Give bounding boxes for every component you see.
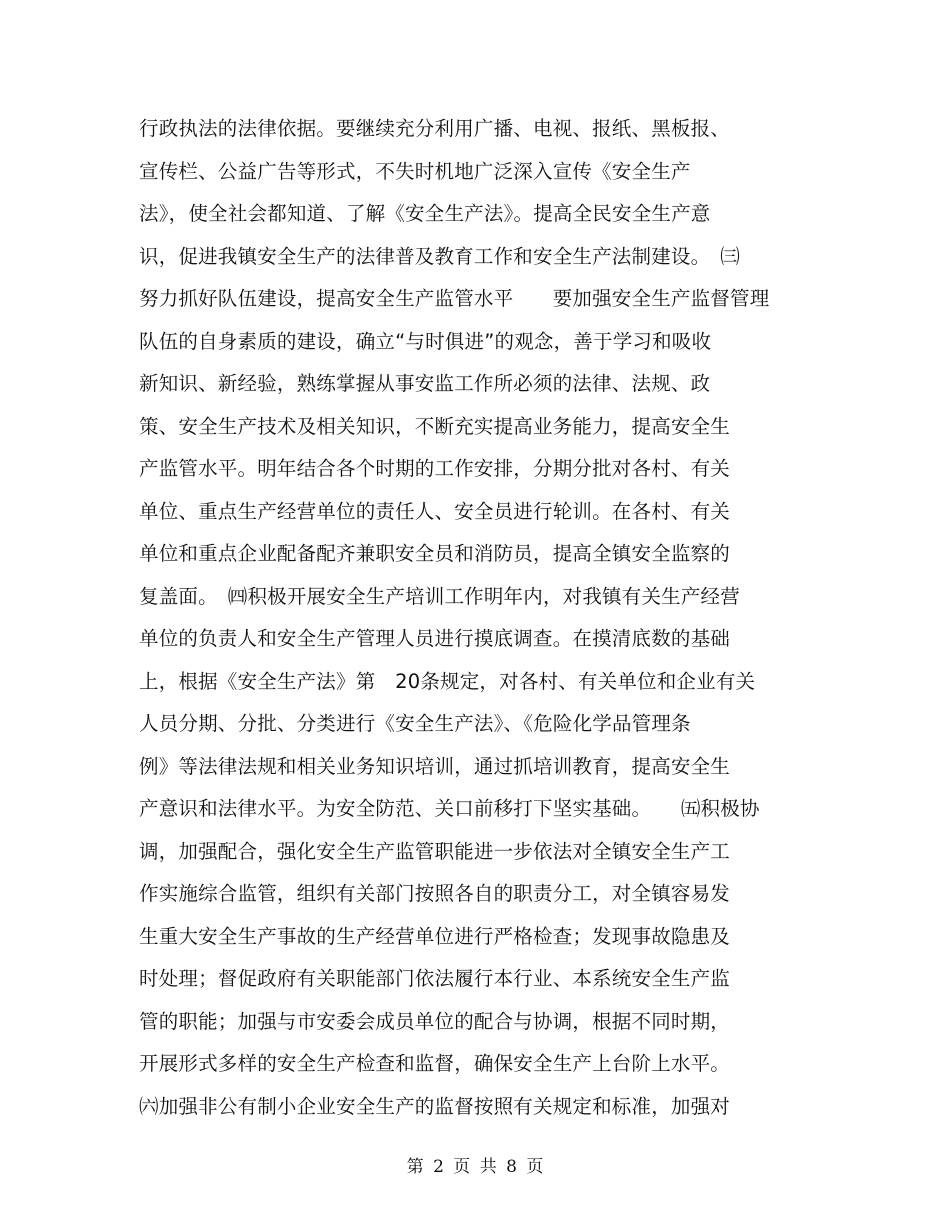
text-line: 产监管水平。明年结合各个时期的工作安排，分期分批对各村、有关 — [139, 457, 731, 480]
text-line: 调，加强配合，强化安全生产监管职能进一步依法对全镇安全生产工 — [139, 839, 731, 863]
text-line: 人员分期、分批、分类进行《安全生产法》、《危险化学品管理条 — [139, 712, 691, 735]
text-line: 努力抓好队伍建设，提高安全生产监管水平 要加强安全生产监督管理 — [139, 287, 770, 310]
text-line: 复盖面。 ㈣积极开展安全生产培训工作明年内，对我镇有关生产经营 — [139, 584, 740, 608]
text-line: 产意识和法律水平。为安全防范、关口前移打下坚实基础。 ㈤积极协 — [139, 797, 760, 820]
body-text — [139, 108, 819, 1128]
text-line: 上，根据《安全生产法》第 20条规定，对各村、有关单位和企业有关 — [139, 669, 756, 693]
text-line: 单位的负责人和安全生产管理人员进行摸底调查。在摸清底数的基础 — [139, 627, 731, 650]
text-line: 宣传栏、公益广告等形式，不失时机地广泛深入宣传《安全生产 — [139, 159, 691, 183]
text-line: 开展形式多样的安全生产检查和监督，确保安全生产上台阶上水平。 — [139, 1052, 731, 1075]
text-line: 作实施综合监管，组织有关部门按照各自的职责分工，对全镇容易发 — [139, 882, 731, 905]
text-line: 队伍的自身素质的建设，确立“与时俱进”的观念，善于学习和吸收 — [139, 329, 712, 353]
text-line: 策、安全生产技术及相关知识，不断充实提高业务能力，提高安全生 — [139, 414, 731, 438]
page-footer: 第 2 页 共 8 页 — [406, 1157, 544, 1177]
text-line: 行政执法的法律依据。要继续充分利用广播、电视、报纸、黑板报、 — [139, 117, 731, 140]
text-line: 法》，使全社会都知道、了解《安全生产法》。提高全民安全生产意 — [139, 202, 711, 225]
text-line: ㈥加强非公有制小企业安全生产的监督按照有关规定和标准，加强对 — [139, 1094, 731, 1118]
text-line: 单位和重点企业配备配齐兼职安全员和消防员，提高全镇安全监察的 — [139, 542, 731, 565]
text-line: 管的职能；加强与市安委会成员单位的配合与协调，根据不同时期， — [139, 1009, 731, 1033]
text-line: 识，促进我镇安全生产的法律普及教育工作和安全生产法制建设。 ㈢ — [139, 244, 740, 268]
text-line: 时处理；督促政府有关职能部门依法履行本行业、本系统安全生产监 — [139, 967, 731, 990]
text-line: 生重大安全生产事故的生产经营单位进行严格检查；发现事故隐患及 — [139, 924, 731, 948]
text-line: 例》等法律法规和相关业务知识培训，通过抓培训教育，提高安全生 — [139, 754, 731, 778]
text-line: 单位、重点生产经营单位的责任人、安全员进行轮训。在各村、有关 — [139, 499, 731, 523]
text-line: 新知识、新经验，熟练掌握从事安监工作所必须的法律、法规、政 — [139, 372, 711, 395]
